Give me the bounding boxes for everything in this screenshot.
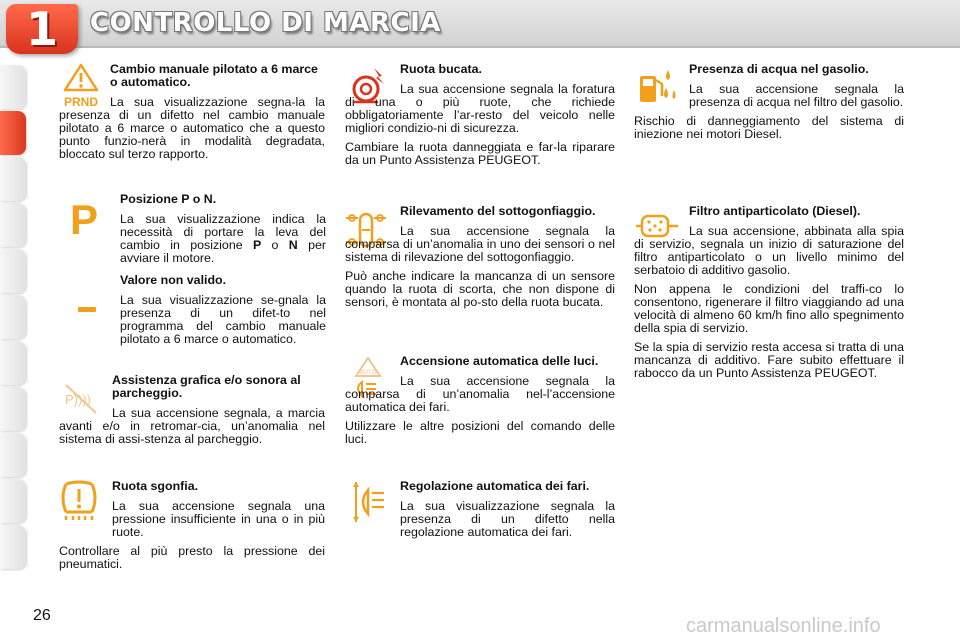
- gearbox-warning-title: Cambio manuale pilotato a 6 marce o automatico.: [110, 62, 318, 89]
- p-letter: P: [69, 196, 99, 240]
- chapter-tab[interactable]: [0, 433, 26, 477]
- auto-lights-title: Accensione automatica delle luci.: [400, 354, 599, 368]
- tyre-pressure-block: [59, 480, 325, 571]
- chapter-tab[interactable]: [0, 387, 26, 431]
- prnd-label: PRND: [63, 95, 99, 109]
- position-or: o: [261, 238, 289, 252]
- puncture-title: Ruota bucata.: [400, 62, 482, 76]
- sensor-detection-block: [345, 205, 615, 309]
- headlamp-adjust-icon: [346, 480, 388, 524]
- auto-lights-block: [345, 355, 615, 446]
- position-p: P: [252, 238, 262, 252]
- tyre-pressure-title: Ruota sgonfia.: [112, 479, 199, 493]
- headlamp-adjust-body: La sua visualizzazione segnala la presenza di un difetto nella regolazione automatica dei fari.: [400, 499, 615, 539]
- chapter-number-badge: 1: [6, 4, 78, 54]
- invalid-value-block: [120, 274, 326, 346]
- water-in-diesel-title: Presenza di acqua nel gasolio.: [689, 62, 869, 76]
- headlamp-adjust-title: Regolazione automatica dei fari.: [400, 479, 590, 493]
- gearbox-warning-body: La sua visualizzazione segna-la la presenza di un difetto nel cambio manuale pilotato a 6 marce o automatico che a questo punto funzio-nerà in modalità degradata, bloccato sul terzo rapporto.: [59, 95, 325, 161]
- chapter-tab[interactable]: [0, 65, 26, 109]
- sensor-detection-body2: Può anche indicare la mancanza di un sensore quando la ruota di scorta, che non dispone di sensori, è montata al po-sto della ruota bucata.: [345, 269, 615, 309]
- chapter-tab[interactable]: [0, 525, 26, 569]
- position-title: Posizione P o N.: [120, 192, 217, 206]
- chapter-tab[interactable]: [0, 249, 26, 293]
- puncture-body2: Cambiare la ruota danneggiata e far-la riparare da un Punto Assistenza PEUGEOT.: [345, 140, 615, 167]
- particle-filter-body3: Se la spia di servizio resta accesa si tratta di una mancanza di additivo. Fare subito effettuare il rabocco da un Punto Assistenza PEUGEOT.: [634, 340, 904, 380]
- position-n: N: [288, 238, 298, 252]
- park-label: P)))): [65, 392, 91, 407]
- water-in-diesel-block: [634, 63, 904, 141]
- auto-label: AUTO: [359, 370, 377, 376]
- chapter-tab[interactable]: [0, 479, 26, 523]
- position-body: [120, 213, 326, 265]
- sensor-detection-title: Rilevamento del sottogonfiaggio.: [400, 204, 596, 218]
- chapter-tab-active[interactable]: [0, 111, 26, 155]
- particle-filter-block: [634, 205, 904, 380]
- water-in-diesel-body2: Rischio di danneggiamento del sistema di iniezione nei motori Diesel.: [634, 114, 904, 141]
- page-title: CONTROLLO DI MARCIA: [90, 8, 441, 38]
- invalid-value-body: La sua visualizzazione se-gnala la presenza di un difet-to nel programma del cambio manuale pilotato a 6 marce o automatico.: [120, 293, 326, 346]
- invalid-value-icon: [78, 305, 98, 315]
- invalid-value-title: Valore non valido.: [120, 273, 227, 287]
- particle-filter-body: La sua accensione, abbinata alla spia di servizio, segnala un inizio di saturazione del filtro antiparticolato o un livello minimo del serbatoio di additivo gasolio.: [634, 224, 904, 277]
- chapter-tab[interactable]: [0, 203, 26, 247]
- gearbox-warning-block: [59, 63, 325, 161]
- position-p-icon: [64, 196, 104, 240]
- parking-assist-body: La sua accensione segnala, a marcia avanti e/o in retromar-cia, un’anomalia nel sistema di assi-stenza al parcheggio.: [59, 406, 325, 446]
- chapter-tabs: [0, 65, 30, 571]
- particle-filter-body2: Non appena le condizioni del traffi-co lo consentono, rigenerare il filtro viaggiando ad una velocità di almeno 60 km/h fino allo spegnimento della spia di servizio.: [634, 282, 904, 335]
- page-number: 26: [33, 607, 51, 624]
- auto-lights-body: La sua accensione segnala la comparsa di un’anomalia nel-l’accensione automatica dei fari.: [345, 374, 615, 414]
- parking-assist-title: Assistenza grafica e/o sonora al parcheggio.: [112, 373, 301, 400]
- watermark: carmanualsonline.info: [686, 615, 881, 637]
- sensor-detection-body: La sua accensione segnala la comparsa di un’anomalia in uno dei sensori o nel sistema di rilevazione del sottogonfiaggio.: [345, 224, 615, 264]
- headlamp-adjust-block: [400, 480, 615, 539]
- position-body-end: per avviare il motore.: [120, 238, 326, 265]
- position-block: [120, 193, 326, 265]
- auto-lights-body2: Utilizzare le altre posizioni del comando delle luci.: [345, 419, 615, 446]
- tyre-pressure-body2: Controllare al più presto la pressione dei pneumatici.: [59, 544, 325, 571]
- chapter-tab[interactable]: [0, 341, 26, 385]
- parking-assist-block: [59, 374, 325, 446]
- page-header: [0, 0, 960, 55]
- puncture-body: La sua accensione segnala la foratura di una o più ruote, che richiede obbligatoriamente l’ar-resto del veicolo nelle migliori condizio-ni di sicurezza.: [345, 82, 615, 135]
- position-body-text: La sua visualizzazione indica la necessità di portare la leva del cambio in posizione: [120, 212, 326, 252]
- chapter-tab[interactable]: [0, 295, 26, 339]
- chapter-tab[interactable]: [0, 157, 26, 201]
- tyre-pressure-body: La sua accensione segnala una pressione insufficiente in una o in più ruote.: [112, 499, 325, 539]
- water-in-diesel-body: La sua accensione segnala la presenza di acqua nel filtro del gasolio.: [689, 82, 904, 109]
- particle-filter-title: Filtro antiparticolato (Diesel).: [689, 204, 861, 218]
- puncture-block: [345, 63, 615, 167]
